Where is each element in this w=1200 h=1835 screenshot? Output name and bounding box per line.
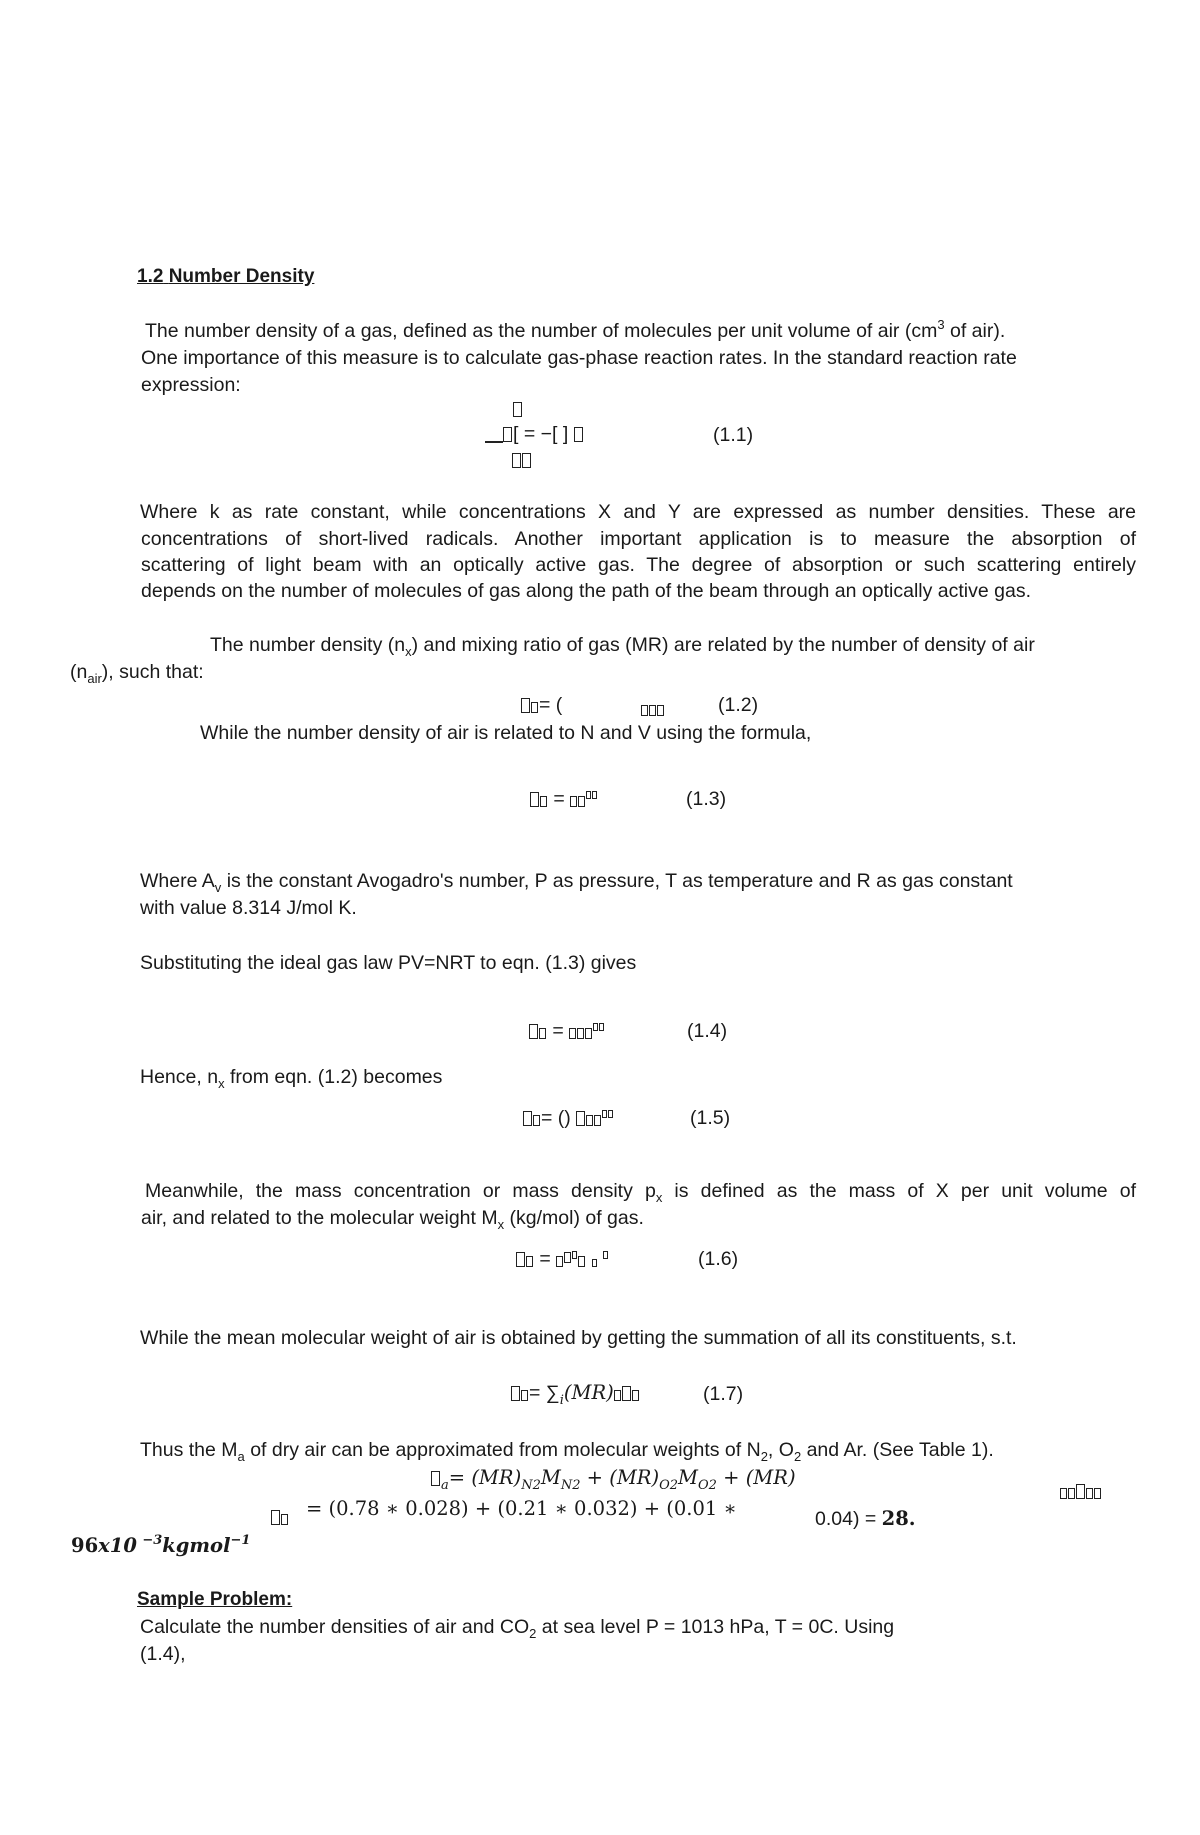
eq-number-1-7: (1.7): [703, 1383, 744, 1405]
para-where-k-line-4: depends on the number of molecules of gas along the path of the beam through an optically active gas.: [141, 580, 1032, 602]
eq-number-1-3: (1.3): [686, 788, 727, 810]
equation-1-5: = (): [523, 1107, 614, 1130]
eq-number-1-6: (1.6): [698, 1248, 739, 1270]
line-thus: Thus the $M_a$ of dry air can be approximated from molecular weights of $N_2$, $O_2$ and Ar. (See Table 1).: [140, 1439, 994, 1464]
equation-1-1: [ = −[ ]: [485, 423, 584, 446]
para-nd-line-1: The number density $(n_x)$ and mixing ratio of gas (MR) are related by the number of density of air: [210, 634, 1035, 659]
equation-1-7: = $\sum_i(MR)$: [511, 1381, 640, 1405]
eq-ma2-glyph: [271, 1510, 289, 1528]
equation-1-6: =: [516, 1248, 609, 1271]
eq12-glyphs: [641, 701, 665, 719]
eq-number-1-5: (1.5): [690, 1107, 731, 1129]
equation-1-2: = (: [521, 694, 562, 717]
sample-problem-heading: Sample Problem:: [137, 1589, 293, 1610]
intro-line-1: The number density of a gas, defined as the number of molecules per unit volume of air ($cm^3$ of air).: [145, 317, 1006, 342]
equation-ma-line-2: = (0.78 ∗ 0.028) + (0.21 ∗ 0.032) + (0.01 ∗: [306, 1497, 737, 1520]
sample-line-2: (1.4),: [140, 1643, 186, 1665]
para-mass-line-2: air, and related to the molecular weight $M_x$ (kg/mol) of gas.: [141, 1207, 644, 1232]
eq-ma-glyphs: [1060, 1484, 1102, 1502]
eq11-bottom-glyphs: [512, 453, 532, 471]
para-av-line-1: Where $A_v$ is the constant Avogadro's number, P as pressure, T as temperature and R as gas constant: [140, 870, 1013, 895]
para-where-k-line-3: scattering of light beam with an optically active gas. The degree of absorption or such scattering entirely: [141, 554, 1136, 576]
equation-ma-line-1: $_a= (MR)_{N2}M_{N2} + (MR)_{O2}M_{O2} + (MR)$: [431, 1466, 796, 1490]
equation-1-4: =: [529, 1020, 605, 1043]
section-title: Number Density: [168, 266, 315, 287]
eq-number-1-4: (1.4): [687, 1020, 728, 1042]
para-nd-line-2: $(n_{air})$, such that:: [70, 661, 204, 686]
eq-number-1-2: (1.2): [718, 694, 759, 716]
section-number: 1.2: [137, 266, 164, 287]
line-substituting: Substituting the ideal gas law PV=NRT to eqn. (1.3) gives: [140, 952, 637, 974]
equation-ma-tail: 0.04) = 28.: [815, 1507, 916, 1530]
sample-line-1: Calculate the number densities of air and $CO_2$ at sea level P = 1013 hPa, T = 0C. Using: [140, 1616, 895, 1641]
line-while-air: While the number density of air is related to N and V using the formula,: [200, 722, 812, 744]
eq-number-1-1: (1.1): [713, 424, 754, 446]
para-where-k-line-2: concentrations of short-lived radicals. Another important application is to measure the absorption of: [141, 528, 1136, 550]
intro-line-2: One importance of this measure is to calculate gas-phase reaction rates. In the standard reaction rate: [141, 347, 1017, 369]
eq11-top-glyph: [513, 402, 523, 420]
section-heading: [137, 266, 314, 288]
para-mass-line-1: Meanwhile, the mass concentration or mass density $p_x$ is defined as the mass of X per unit volume of: [145, 1180, 1136, 1205]
line-hence: Hence, $n_x$ from eqn. (1.2) becomes: [140, 1066, 443, 1091]
para-av-line-2: with value 8.314 J/mol K.: [140, 897, 357, 919]
para-where-k-line-1: Where k as rate constant, while concentrations X and Y are expressed as number densities. These are: [140, 501, 1136, 523]
line-mean-weight: While the mean molecular weight of air is obtained by getting the summation of all its constituents, s.t.: [140, 1327, 1017, 1349]
equation-1-3: =: [530, 788, 598, 811]
equation-ma-line-3: 96x10 $^{-3}$kgmol$^{-1}$: [71, 1533, 251, 1557]
intro-line-3: expression:: [141, 374, 241, 396]
